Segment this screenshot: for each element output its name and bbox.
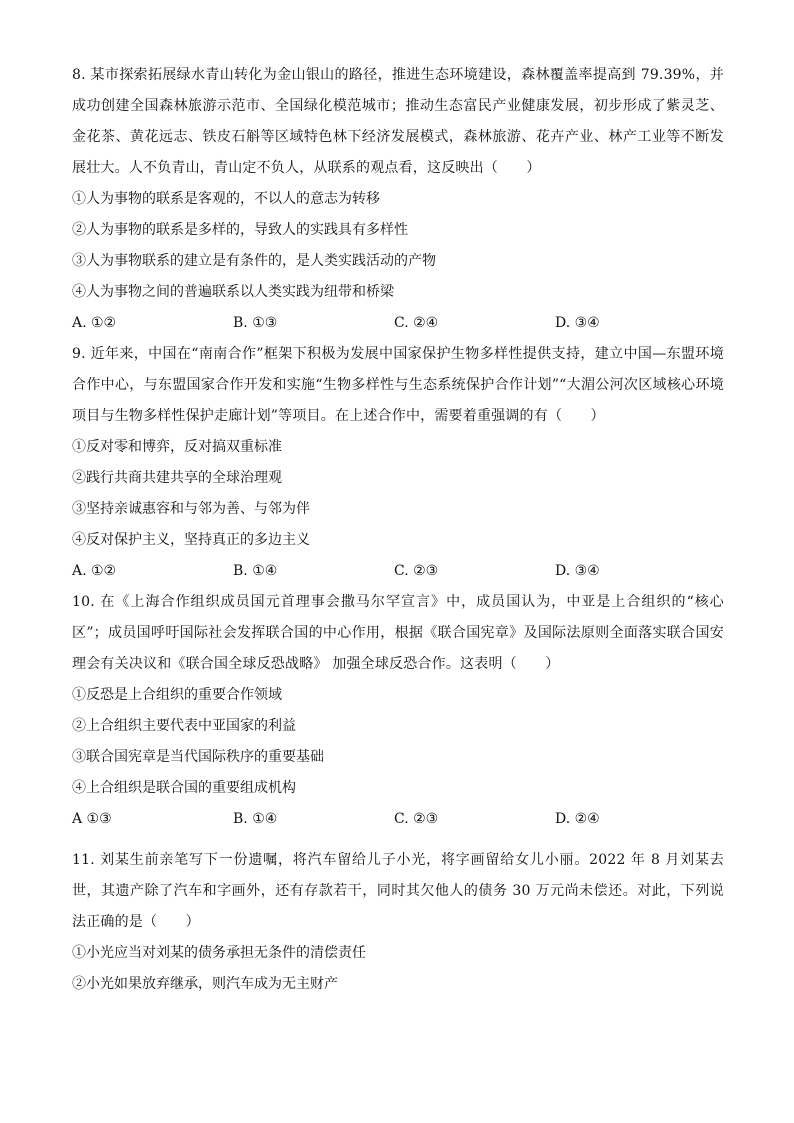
choice-b: B. ①③ bbox=[233, 315, 278, 331]
statement-option: ④反对保护主义，坚持真正的多边主义 bbox=[72, 532, 310, 548]
choice-c: C. ②③ bbox=[394, 563, 439, 579]
statement-option: ③人为事物联系的建立是有条件的，是人类实践活动的产物 bbox=[72, 253, 436, 269]
answer-choices bbox=[72, 804, 724, 835]
statement-option: ④上合组织是联合国的重要组成机构 bbox=[72, 780, 296, 796]
question-stem: 9. 近年来，中国在“南南合作”框架下积极为发展中国家保护生物多样性提供支持，建立中国—东盟环境合作中心，与东盟国家合作开发和实施“生物多样性与生态系统保护合作计划”“大湄公河次区域核心环境项目与生物多样性保护走廊计划”等项目。在上述合作中，需要着重强调的有（ ） bbox=[72, 346, 724, 424]
choice-b: B. ①④ bbox=[233, 563, 278, 579]
question-stem: 11. 刘某生前亲笔写下一份遗嘱，将汽车留给儿子小光，将字画留给女儿小丽。2022 年 8 月刘某去世，其遗产除了汽车和字画外，还有存款若干，同时其欠他人的债务 30 万元尚未偿还。对此，下列说法正确的是（ ） bbox=[72, 852, 724, 930]
statement-option: ②践行共商共建共享的全球治理观 bbox=[72, 470, 282, 486]
question-8 bbox=[72, 60, 724, 339]
exam-page bbox=[72, 60, 724, 1000]
statement-option: ③联合国宪章是当代国际秩序的重要基础 bbox=[72, 749, 324, 765]
choice-b: B. ①④ bbox=[233, 811, 278, 827]
statement-option: ②人为事物的联系是多样的，导致人的实践具有多样性 bbox=[72, 222, 408, 238]
question-9 bbox=[72, 339, 724, 587]
choice-c: C. ②③ bbox=[394, 811, 439, 827]
choice-a: A ①③ bbox=[72, 811, 112, 827]
answer-choices bbox=[72, 308, 724, 339]
statement-option: ①反对零和博弈，反对搞双重标准 bbox=[72, 439, 282, 455]
choice-a: A. ①② bbox=[72, 563, 117, 579]
question-stem: 8. 某市探索拓展绿水青山转化为金山银山的路径，推进生态环境建设，森林覆盖率提高到 79.39%，并成功创建全国森林旅游示范市、全国绿化模范城市；推动生态富民产业健康发展，初步形成了紫灵芝、金花茶、黄花远志、铁皮石斛等区域特色林下经济发展模式，森林旅游、花卉产业、林产工业等不断发展壮大。人不负青山，青山定不负人，从联系的观点看，这反映出（ ） bbox=[72, 67, 724, 176]
question-stem: 10. 在《上海合作组织成员国元首理事会撒马尔罕宣言》中，成员国认为，中亚是上合组织的“核心区”；成员国呼吁国际社会发挥联合国的中心作用，根据《联合国宪章》及国际法原则全面落实联合国安理会有关决议和《联合国全球反恐战略》 加强全球反恐合作。这表明（ ） bbox=[72, 594, 724, 672]
statement-option: ③坚持亲诚惠容和与邻为善、与邻为伴 bbox=[72, 501, 310, 517]
choice-a: A. ①② bbox=[72, 315, 117, 331]
choice-d: D. ③④ bbox=[555, 563, 600, 579]
statement-option: ①人为事物的联系是客观的，不以人的意志为转移 bbox=[72, 191, 380, 207]
choice-d: D. ③④ bbox=[555, 315, 600, 331]
choice-c: C. ②④ bbox=[394, 315, 439, 331]
statement-option: ②上合组织主要代表中亚国家的利益 bbox=[72, 718, 296, 734]
statement-option: ④人为事物之间的普遍联系以人类实践为纽带和桥梁 bbox=[72, 284, 394, 300]
choice-d: D. ②④ bbox=[555, 811, 600, 827]
statement-option: ①反恐是上合组织的重要合作领域 bbox=[72, 687, 282, 703]
statement-option: ②小光如果放弃继承，则汽车成为无主财产 bbox=[72, 976, 338, 992]
question-11 bbox=[72, 845, 724, 1000]
question-10 bbox=[72, 587, 724, 835]
statement-option: ①小光应当对刘某的债务承担无条件的清偿责任 bbox=[72, 945, 366, 961]
answer-choices bbox=[72, 556, 724, 587]
